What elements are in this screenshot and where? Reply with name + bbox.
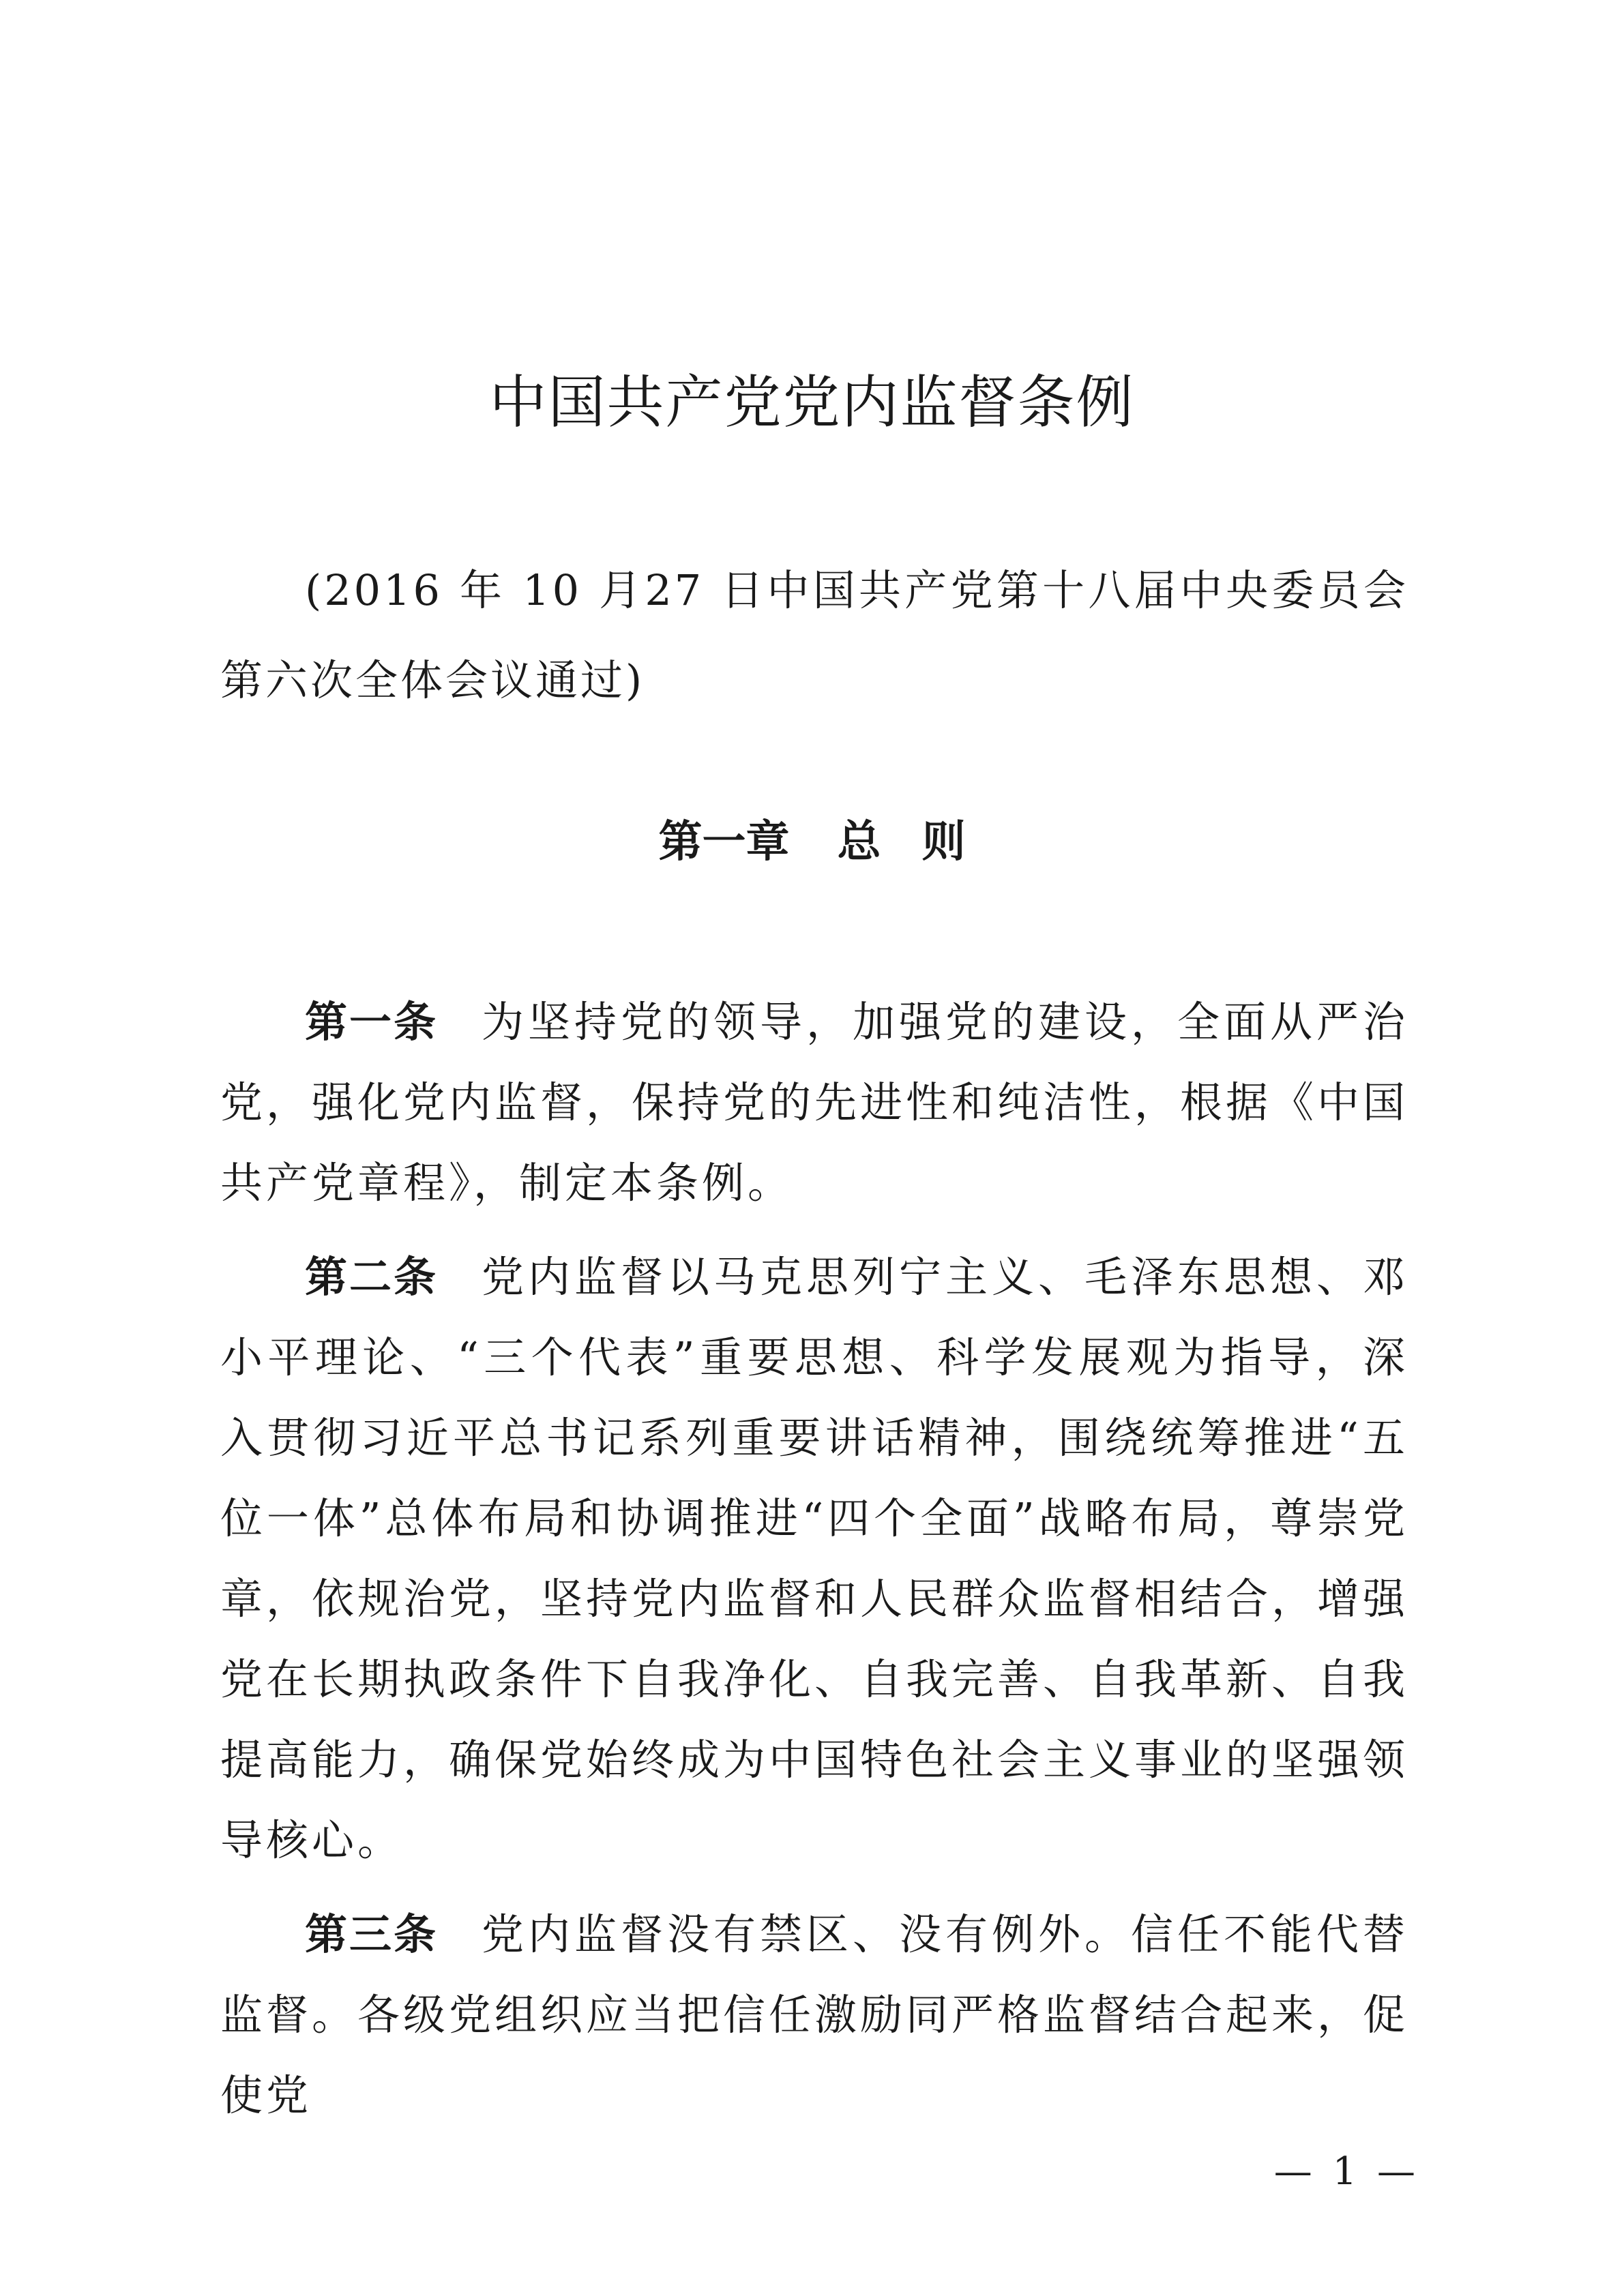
article-label: 第三条 <box>305 1909 438 1959</box>
article-2 <box>220 1237 1408 1881</box>
article-3 <box>220 1894 1408 2136</box>
adoption-note: (2016 年 10 月27 日中国共产党第十八届中央委员会第六次全体会议通过) <box>220 565 1408 705</box>
article-text: 党内监督没有禁区、没有例外。信任不能代替监督。各级党组织应当把信任激励同严格监督结合起来，促使党 <box>220 1909 1409 2120</box>
chapter-name-part2: 则 <box>921 817 966 867</box>
article-label: 第一条 <box>305 997 438 1047</box>
document-title: 中国共产党党内监督条例 <box>489 369 1135 436</box>
article-text: 党内监督以马克思列宁主义、毛泽东思想、邓小平理论、“三个代表”重要思想、科学发展观为指导，深入贯彻习近平总书记系列重要讲话精神，围绕统筹推进“五位一体”总体布局和协调推进“四个全面”战略布局，尊崇党章，依规治党，坚持党内监督和人民群众监督相结合，增强党在长期执政条件下自我净化、自我完善、自我革新、自我提高能力，确保党始终成为中国特色社会主义事业的坚强领导核心。 <box>220 1252 1409 1865</box>
chapter-heading <box>0 808 1624 876</box>
page-number: — 1 — <box>1273 2149 1419 2194</box>
article-1 <box>220 982 1408 1223</box>
articles-section <box>220 982 1408 2149</box>
chapter-name-part1: 总 <box>837 817 881 867</box>
chapter-number: 第一章 <box>658 817 790 867</box>
article-text: 为坚持党的领导，加强党的建设，全面从严治党，强化党内监督，保持党的先进性和纯洁性，根据《中国共产党章程》，制定本条例。 <box>220 997 1409 1208</box>
article-label: 第二条 <box>305 1252 438 1302</box>
